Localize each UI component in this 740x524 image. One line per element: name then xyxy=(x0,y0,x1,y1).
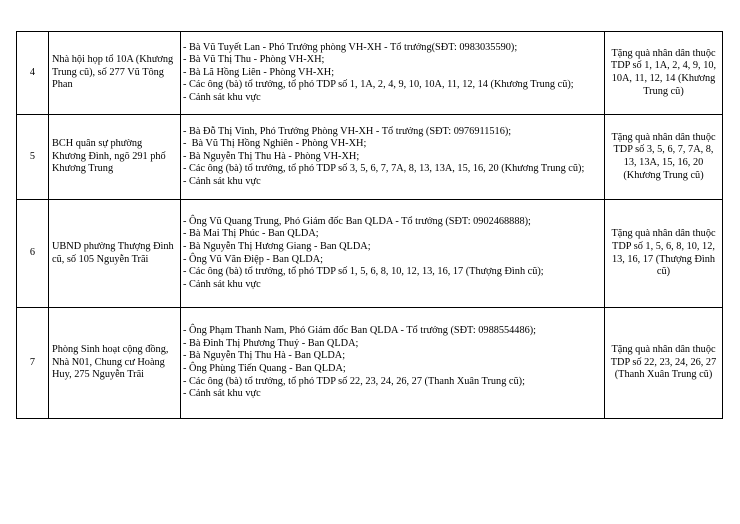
member-line: - Các ông (bà) tổ trưởng, tổ phó TDP số 1, 5, 6, 8, 10, 12, 13, 16, 17 (Thượng Đình cũ); xyxy=(183,266,544,278)
table-row xyxy=(17,32,723,115)
member-line: - Cảnh sát khu vực xyxy=(183,388,261,400)
row-gift: Tặng quà nhân dân thuộc TDP số 1, 1A, 2, 4, 9, 10, 10A, 11, 12, 14 (Khương Trung cũ) xyxy=(605,32,723,115)
row-location: BCH quân sự phường Khương Đình, ngõ 291 phố Khương Trung xyxy=(49,115,181,200)
table-row xyxy=(17,200,723,308)
row-members xyxy=(181,32,605,115)
member-line: - Bà Nguyễn Thị Thu Hà - Phòng VH-XH; xyxy=(183,150,360,162)
member-line: - Ông Phạm Thanh Nam, Phó Giám đốc Ban QLDA - Tổ trưởng (SĐT: 0988554486); xyxy=(183,325,537,337)
member-line: - Bà Đinh Thị Phương Thuỷ - Ban QLDA; xyxy=(183,337,359,349)
row-number: 7 xyxy=(17,308,49,419)
row-members xyxy=(181,115,605,200)
row-location: Nhà hội họp tổ 10A (Khương Trung cũ), số 277 Vũ Tông Phan xyxy=(49,32,181,115)
member-line: - Bà Nguyễn Thị Thu Hà - Ban QLDA; xyxy=(183,350,346,362)
member-line: - Ông Vũ Văn Điệp - Ban QLDA; xyxy=(183,253,324,265)
row-gift: Tặng quà nhân dân thuộc TDP số 22, 23, 24, 26, 27 (Thanh Xuân Trung cũ) xyxy=(605,308,723,419)
member-line: - Bà Mai Thị Phúc - Ban QLDA; xyxy=(183,228,319,240)
assignment-table xyxy=(16,31,723,419)
member-line: - Ông Vũ Quang Trung, Phó Giám đốc Ban QLDA - Tổ trưởng (SĐT: 0902468888); xyxy=(183,215,531,227)
row-gift: Tặng quà nhân dân thuộc TDP số 3, 5, 6, 7, 7A, 8, 13, 13A, 15, 16, 20 (Khương Trung cũ) xyxy=(605,115,723,200)
row-location: Phòng Sinh hoạt cộng đồng, Nhà N01, Chung cư Hoàng Huy, 275 Nguyễn Trãi xyxy=(49,308,181,419)
row-number: 6 xyxy=(17,200,49,308)
member-line: - Các ông (bà) tổ trưởng, tổ phó TDP số 3, 5, 6, 7, 7A, 8, 13, 13A, 15, 16, 20 (Khương Trung cũ); xyxy=(183,163,585,175)
row-members xyxy=(181,200,605,308)
member-line: - Các ông (bà) tổ trưởng, tổ phó TDP số 1, 1A, 2, 4, 9, 10, 10A, 11, 12, 14 (Khương Trung cũ); xyxy=(183,79,574,91)
member-line: - Cảnh sát khu vực xyxy=(183,278,261,290)
member-line: - Bà Lã Hồng Liên - Phòng VH-XH; xyxy=(183,66,335,78)
table-row xyxy=(17,115,723,200)
member-line: - Bà Vũ Thị Hồng Nghiên - Phòng VH-XH; xyxy=(183,138,367,150)
member-line: - Bà Nguyễn Thị Hương Giang - Ban QLDA; xyxy=(183,240,371,252)
row-gift: Tặng quà nhân dân thuộc TDP số 1, 5, 6, 8, 10, 12, 13, 16, 17 (Thượng Đình cũ) xyxy=(605,200,723,308)
row-location: UBND phường Thượng Đình cũ, số 105 Nguyễn Trãi xyxy=(49,200,181,308)
row-number: 4 xyxy=(17,32,49,115)
member-line: - Bà Vũ Thị Thu - Phòng VH-XH; xyxy=(183,54,325,66)
member-line: - Cảnh sát khu vực xyxy=(183,91,261,103)
member-line: - Bà Đỗ Thị Vinh, Phó Trưởng Phòng VH-XH - Tổ trưởng (SĐT: 0976911516); xyxy=(183,125,512,137)
member-line: - Ông Phùng Tiến Quang - Ban QLDA; xyxy=(183,363,346,374)
row-number: 5 xyxy=(17,115,49,200)
member-line: - Bà Vũ Tuyết Lan - Phó Trưởng phòng VH-XH - Tổ trưởng(SĐT: 0983035590); xyxy=(183,41,518,53)
table-row xyxy=(17,308,723,419)
row-members xyxy=(181,308,605,419)
member-line: - Các ông (bà) tổ trưởng, tổ phó TDP số 22, 23, 24, 26, 27 (Thanh Xuân Trung cũ); xyxy=(183,375,525,387)
member-line: - Cảnh sát khu vực xyxy=(183,175,261,187)
